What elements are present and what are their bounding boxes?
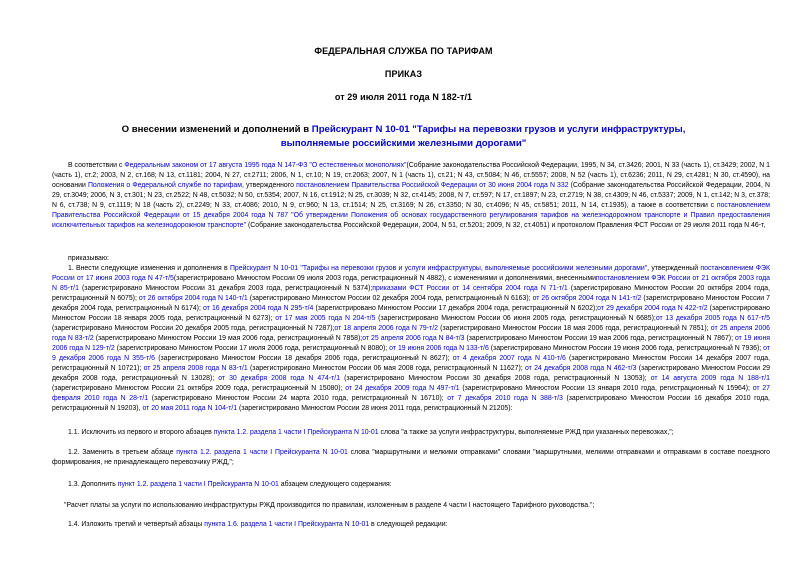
body-text: (зарегистрировано Минюстом России 30 декабря 2008 года, регистрационный N 13053); [340, 375, 651, 382]
doc-link[interactable]: от 24 декабря 2009 года N 497-т/1 [345, 385, 460, 392]
body-text: слова "маршрутными и мелкими отправками" словами "маршрутными, мелкими отправками и отправками в составе поездного формирования, не принадлежащего перевозчику РЖД,"; [52, 449, 770, 466]
doc-link[interactable]: от 30 декабря 2008 года N 474-т/1 [218, 375, 341, 382]
body-text: (зарегистрировано Минюстом России 29 декабря 2008 года, регистрационный N 13028); [52, 365, 770, 382]
quoted-paragraph: "Расчет платы за услуги по использованию инфраструктуры РЖД производится по правилам, изложенным в разделе 4 части I настоящего Тарифного руководства."; [64, 502, 595, 509]
body-text: (зарегистрировано Минюстом России 09 июля 2003 года, регистрационный N 4882), с изменениями и дополнениями, внесенными [173, 275, 596, 282]
title-prefix: О внесении изменений и дополнений в [121, 124, 310, 135]
body-text: (зарегистрировано Минюстом России 20 декабря 2005 года, регистрационный N 7287); [52, 325, 335, 332]
doc-link[interactable]: пункт 1.2. раздела 1 части I Прейскуранта N 10-01 [117, 481, 279, 488]
doc-link[interactable]: от 27 февраля 2010 года N 28-т/1 [52, 385, 770, 402]
document-date: от 29 июля 2011 года N 182-т/1 [334, 92, 473, 102]
doc-link[interactable]: постановлением ФЭК России от 17 июня 2003 года N 47-т/5 [52, 265, 770, 282]
doc-link[interactable]: от 4 декабря 2007 года N 410-т/6 [452, 355, 566, 362]
item-1-4-paragraph [52, 520, 770, 530]
doc-link[interactable]: от 29 декабря 2004 года N 422-т/2 [597, 305, 708, 312]
doc-link[interactable]: от 7 декабря 2010 года N 388-т/3 [447, 395, 563, 402]
doc-link[interactable]: от 25 апреля 2006 года N 84-т/3 [362, 335, 465, 342]
body-text: (зарегистрировано Минюстом России 06 мая 2008 года, регистрационный N 11627); [247, 365, 525, 372]
doc-link[interactable]: пункта 1.2. раздела 1 части I Прейскуранта N 10-01 [176, 449, 348, 456]
document-title [90, 123, 717, 151]
body-text: (зарегистрировано Минюстом России 18 декабря 2006 года, регистрационный N 8627); [155, 355, 453, 362]
document-type: ПРИКАЗ [384, 69, 423, 79]
doc-link[interactable]: пункта 1.2. раздела 1 части I Прейскуранта N 10-01 [213, 429, 379, 436]
agency-name: ФЕДЕРАЛЬНАЯ СЛУЖБА ПО ТАРИФАМ [314, 46, 493, 56]
body-text: , утвержденного [241, 182, 297, 189]
doc-link[interactable]: от 25 апреля 2008 года N 83-т/1 [143, 365, 248, 372]
body-text: абзацем следующего содержания: [278, 481, 392, 488]
doc-link[interactable]: от 16 декабря 2004 года N 295-т/4 [202, 305, 314, 312]
doc-link[interactable]: Положения о Федеральной службе по тарифам [87, 182, 242, 189]
body-text: (зарегистрировано Минюстом России 28 июня 2011 года, регистрационный N 21205): [237, 405, 513, 412]
body-text: (зарегистрировано Минюстом России 02 декабря 2004 года, регистрационный N 6163); [247, 295, 533, 302]
doc-link[interactable]: постановлением Правительства Российской Федерации от 30 июня 2004 года N 332 [296, 182, 569, 189]
body-text: (Собрание законодательства Российской Федерации, 2004, N 51, ст.5201; 2009, N 32, ст.4051) и протоколом Правления ФСТ России от 29 июля 2011 года N 46-т, [246, 222, 766, 229]
doc-link[interactable]: от 18 апреля 2006 года N 79-т/2 [334, 325, 438, 332]
item-1-1-paragraph [52, 428, 770, 438]
body-text: (зарегистрировано Минюстом России 18 января 2005 года, регистрационный N 6273); [52, 305, 770, 322]
body-text: В соответствии с [68, 162, 125, 169]
order-word: приказываю: [68, 255, 109, 262]
body-text: (зарегистрировано Минюстом России 18 мая 2006 года, регистрационный N 7851); [437, 325, 711, 332]
body-text: 1. Внести следующие изменения и дополнения в [68, 265, 230, 272]
body-text: (зарегистрировано Минюстом России 06 июня 2005 года, регистрационный N 6685); [375, 315, 656, 322]
doc-link[interactable]: от 13 декабря 2005 года N 617-т/5 [655, 315, 770, 322]
doc-link[interactable]: от 19 июня 2006 года N 129-т/2 [52, 335, 771, 352]
item-1-3-paragraph [52, 480, 770, 490]
doc-link[interactable]: от 14 августа 2009 года N 188-т/1 [650, 375, 770, 382]
body-text: (зарегистрировано Минюстом России 20 октября 2004 года, регистрационный N 6075); [52, 285, 770, 302]
body-text: , утвержденный [647, 265, 701, 272]
doc-link[interactable]: от 24 декабря 2008 года N 462-т/3 [524, 365, 637, 372]
doc-link[interactable]: Прейскурант N 10-01 "Тарифы на перевозки грузов и услуги инфраструктуры, выполняемые российскими железными дорогами" [229, 265, 648, 272]
doc-link[interactable]: пункта 1.6. раздела 1 части I Прейскуранта N 10-01 [204, 521, 370, 528]
body-text: 1.1. Исключить из первого и второго абзацев [68, 429, 214, 436]
body-text: (зарегистрировано Минюстом России 16 декабря 2010 года, регистрационный N 19203), [52, 395, 770, 412]
body-text: (зарегистрировано Минюстом России 17 июля 2006 года, регистрационный N 8080); [114, 345, 390, 352]
doc-link[interactable]: приказами ФСТ России от 14 сентября 2004 года N 71-т/1 [372, 285, 568, 292]
body-text: 1.4. Изложить третий и четвертый абзацы [68, 521, 205, 528]
item-1-paragraph [52, 264, 770, 414]
doc-link[interactable]: от 19 июня 2006 года N 133-т/6 [389, 345, 489, 352]
doc-link[interactable]: от 20 мая 2011 года N 104-т/1 [142, 405, 238, 412]
item-1-2-paragraph [52, 448, 770, 468]
body-text: (зарегистрировано Минюстом России 19 мая 2006 года, регистрационный N 7867); [464, 335, 735, 342]
body-text: (зарегистрировано Минюстом России 19 июня 2006 года, регистрационный N 7936); [488, 345, 764, 352]
doc-link[interactable]: постановлением Правительства Российской Федерации от 15 декабря 2004 года N 787 "Об утверждении Положения об основах государственного регулирования тарифов на железнодорожном транспорте и Правил предоставления исключительных тарифов на железнодорожном транспорте" [52, 202, 770, 229]
body-text: (зарегистрировано Минюстом России 13 января 2010 года, регистрационный N 15964); [459, 385, 753, 392]
body-text: (зарегистрировано Минюстом России 31 декабря 2003 года, регистрационный N 5374); [78, 285, 373, 292]
doc-link[interactable]: от 26 октября 2004 года N 141-т/2 [532, 295, 642, 302]
body-text: (зарегистрировано Минюстом России 24 марта 2010 года, регистрационный N 16710); [148, 395, 448, 402]
doc-link[interactable]: от 17 мая 2005 года N 204-т/5 [275, 315, 376, 322]
body-text: (зарегистрировано Минюстом России 17 декабря 2004 года, регистрационный N 6202); [313, 305, 598, 312]
title-link[interactable]: Прейскурант N 10-01 "Тарифы на перевозки грузов и услуги инфраструктуры, выполняемые российскими железными дорогами" [280, 124, 686, 149]
body-text: в следующей редакции: [369, 521, 448, 528]
doc-link[interactable]: от 9 декабря 2006 года N 355-т/6 [52, 345, 770, 362]
body-text: (зарегистрировано Минюстом России 19 мая 2006 года, регистрационный N 7858); [93, 335, 363, 342]
doc-link[interactable]: от 25 апреля 2006 года N 83-т/2 [52, 325, 770, 342]
body-text: (Собрание законодательства Российской Федерации, 1995, N 34, ст.3426; 2001, N 33 (часть 1), ст.3429; 2002, N 1 (часть 1), ст.2; 2003, N 2, ст.168; N 13, ст.1181; 2004, N 27, ст.2711; 2006, N 1, ст.10; N 19, ст.2063; 2007, N 1 (часть 1), ст.21; N 43, ст.5084; N 46, ст.5557; 2008, N 52 (часть 1), ст.6236; 2011, N 29, ст.4281; N 30, ст.4590), на основании [52, 162, 770, 189]
doc-link[interactable]: Федеральным законом от 17 августа 1995 года N 147-ФЗ "О естественных монополиях" [124, 162, 407, 169]
body-text: (зарегистрировано Минюстом России 14 декабря 2007 года, регистрационный N 10721); [52, 355, 770, 372]
body-text: (Собрание законодательства Российской Федерации, 2004, N 29, ст.3049; 2006, N 3, ст.301; N 23, ст.2522; N 48, ст.5032; N 50, ст.5354; 2007, N 16, ст.1912; N 25, ст.3039; N 32, ст.4145; 2008, N 7, ст.597; N 17, ст.1897; N 23, ст.2719; N 38, ст.4309; N 46, ст.5337; 2009, N 1, ст.142; N 3, ст.378; N 6, ст.738; N 9, ст.1119; N 18 (часть 2), ст.2249; N 33, ст.4086; 2010, N 9, ст.960; N 13, ст.1514; N 25, ст.3169; N 26, ст.3350; N 30, ст.4096; N 45, ст.5851; 2011, N 14, ст.1935), а также в соответствии с [52, 182, 771, 209]
body-text: 1.2. Заменить в третьем абзаце [68, 449, 177, 456]
doc-link[interactable]: от 26 октября 2004 года N 140-т/1 [138, 295, 248, 302]
body-text: (зарегистрировано Минюстом России 7 декабря 2004 года, регистрационный N 6174); [52, 295, 770, 312]
preamble-paragraph [52, 161, 770, 231]
doc-link[interactable]: постановлением ФЭК России от 21 октября 2003 года N 85-т/1 [52, 275, 770, 292]
body-text: слова "а также за услуги инфраструктуры, выполняемые РЖД при указанных перевозках,"; [378, 429, 674, 436]
body-text: 1.3. Дополнить [68, 481, 118, 488]
body-text: (зарегистрировано Минюстом России 21 октября 2009 года, регистрационный N 15080); [52, 385, 346, 392]
